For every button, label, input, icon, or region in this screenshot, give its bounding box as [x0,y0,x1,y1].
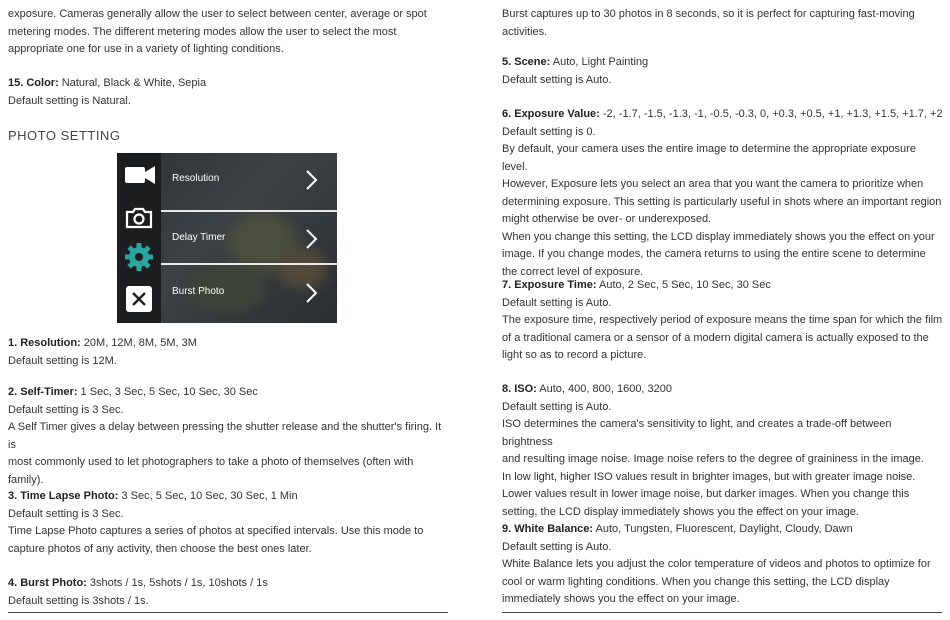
text-line: appropriate one for use in a variety of lighting conditions. [8,43,284,55]
menu-item-label: Delay Timer [172,232,226,243]
text-line: image. If you change modes, the camera returns to using the entire scene to determine [502,248,926,260]
chevron-right-icon [301,282,321,304]
text-line: metering modes. The different metering modes allow the user to select the most [8,25,397,38]
setting-default: Default setting is Auto. [502,540,612,553]
iso-setting [502,381,944,521]
text-line: activities. [502,25,548,38]
bottom-rule-left [8,612,448,613]
self-timer-setting [8,384,448,489]
metering-intro [8,6,448,59]
chevron-right-icon [301,169,321,191]
setting-default: Default setting is 3 Sec. [8,403,124,416]
text-line: However, Exposure lets you select an area that you want the camera to prioritize when [502,178,924,190]
setting-default: Default setting is 12M. [8,354,117,367]
menu-divider [161,263,337,265]
setting-default: Default setting is 0. [502,125,596,138]
bottom-rule-right [502,612,942,613]
setting-values: -2, -1.7, -1.5, -1.3, -1, -0.5, -0.3, 0, +0.3, +0.5, +1, +1.3, +1.5, +1.7, +2 [599,108,943,120]
setting-values: 3shots / 1s, 5shots / 1s, 10shots / 1s [86,577,268,589]
menu-item-delay-timer[interactable] [161,214,337,264]
time-lapse-setting [8,488,448,558]
text-line: ISO determines the camera's sensitivity to light, and creates a trade-off between brightness [502,418,892,448]
text-line: White Balance lets you adjust the color temperature of videos and photos to optimize for [502,558,931,570]
menu-item-resolution[interactable] [161,155,337,205]
text-line: of a traditional camera or a sensor of a modern digital camera is actually exposed to the [502,331,929,344]
setting-title: 5. Scene: [502,56,551,68]
setting-values: 3 Sec, 5 Sec, 10 Sec, 30 Sec, 1 Min [118,490,298,502]
text-line: Lower values result in lower image noise, but darker images. When you change this [502,488,910,500]
text-line: When you change this setting, the LCD display immediately shows you the effect on your [502,230,935,243]
text-line: and resulting image noise. Image noise refers to the degree of graininess in the image. [502,453,924,465]
settings-gear-icon[interactable] [124,242,154,270]
section-heading: PHOTO SETTING [8,128,121,143]
text-line: immediately shows you the effect on your image. [502,593,740,605]
text-line: exposure. Cameras generally allow the user to select between center, average or spot [8,8,427,20]
resolution-setting [8,335,448,370]
video-camera-icon[interactable] [124,161,154,189]
setting-title: 4. Burst Photo: [8,577,87,589]
text-line: Burst captures up to 30 photos in 8 seconds, so it is perfect for capturing fast-moving [502,8,915,20]
text-line: family). [8,473,44,486]
text-line: capture photos of any activity, then choose the best ones later. [8,542,312,555]
setting-title: 3. Time Lapse Photo: [8,490,119,502]
setting-default: Default setting is Auto. [502,296,612,309]
exposure-time-setting [502,277,944,365]
setting-default: Default setting is Auto. [502,73,612,86]
setting-default: Default setting is Natural. [8,94,131,107]
burst-setting [8,575,448,610]
text-line: light so as to record a picture. [502,349,647,361]
setting-title: 6. Exposure Value: [502,108,600,120]
setting-title: 15. Color: [8,77,59,89]
setting-title: 9. White Balance: [502,523,594,535]
setting-values: 1 Sec, 3 Sec, 5 Sec, 10 Sec, 30 Sec [77,386,258,398]
setting-title: 8. ISO: [502,383,537,395]
color-setting [8,75,448,110]
setting-values: Auto, Light Painting [550,56,649,68]
setting-title: 1. Resolution: [8,337,81,349]
menu-item-label: Burst Photo [172,286,225,297]
camera-menu-screenshot [117,153,337,323]
menu-divider [161,210,337,212]
setting-default: Default setting is Auto. [502,400,612,413]
text-line: Time Lapse Photo captures a series of photos at specified intervals. Use this mode to [8,525,424,537]
text-line: In low light, higher ISO values result in brighter images, but with greater image noise. [502,470,916,483]
text-line: the correct level of exposure. [502,265,644,278]
scene-setting [502,54,944,89]
setting-values: Auto, Tungsten, Fluorescent, Daylight, Cloudy, Dawn [593,523,853,535]
setting-default: Default setting is 3 Sec. [8,507,124,520]
setting-title: 2. Self-Timer: [8,386,78,398]
text-line: A Self Timer gives a delay between pressing the shutter release and the shutter's firing. It is [8,421,442,451]
text-line: most commonly used to let photographers to take a photo of themselves (often with [8,456,414,468]
white-balance-setting [502,521,944,609]
setting-default: Default setting is 3shots / 1s. [8,594,149,607]
setting-values: 20M, 12M, 8M, 5M, 3M [80,337,197,349]
text-line: The exposure time, respectively period of exposure means the time span for which the film [502,314,943,326]
photo-camera-icon[interactable] [124,203,154,231]
text-line: setting, the LCD display immediately shows you the effect on your image. [502,505,859,518]
setting-values: Auto, 400, 800, 1600, 3200 [536,383,673,395]
text-line: determining exposure. This setting is particularly useful in shots where an important region [502,195,942,208]
text-line: cool or warm lighting conditions. When you change this setting, the LCD display [502,575,890,588]
text-line: By default, your camera uses the entire image to determine the appropriate exposure level. [502,143,916,173]
close-icon[interactable] [124,285,154,313]
setting-values: Auto, 2 Sec, 5 Sec, 10 Sec, 30 Sec [596,279,771,291]
setting-values: Natural, Black & White, Sepia [58,77,207,89]
chevron-right-icon [301,228,321,250]
exposure-value-setting [502,106,944,281]
setting-title: 7. Exposure Time: [502,279,597,291]
text-line: might otherwise be over- or underexposed. [502,213,712,225]
menu-item-label: Resolution [172,173,220,184]
menu-item-burst-photo[interactable] [161,268,337,318]
burst-intro [502,6,944,41]
